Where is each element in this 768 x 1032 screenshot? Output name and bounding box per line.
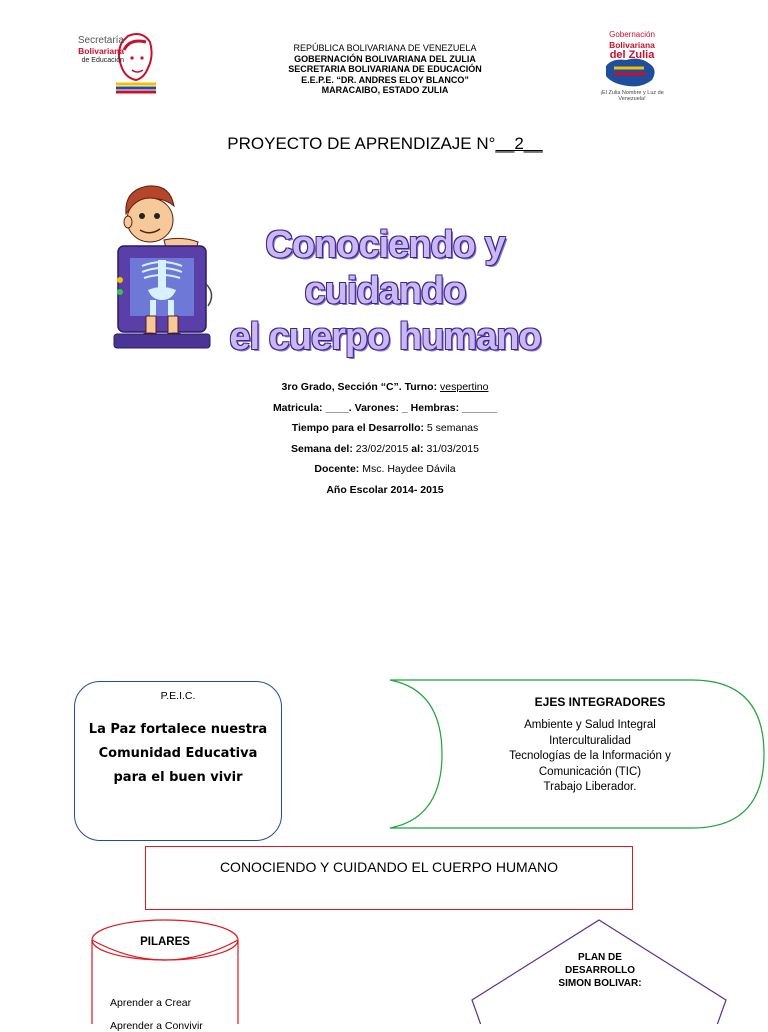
peic-body: La Paz fortalece nuestra Comunidad Educativa para el buen vivir bbox=[88, 722, 268, 785]
gobernacion-logo-text bbox=[596, 30, 668, 60]
shift-value: vespertino bbox=[440, 381, 489, 393]
header-line1: REPÚBLICA BOLIVARIANA DE VENEZUELA bbox=[293, 43, 477, 53]
week-to-label: al: bbox=[411, 442, 424, 455]
teacher-value: Msc. Haydee Dávila bbox=[362, 463, 456, 475]
peic-box bbox=[74, 681, 282, 841]
xray-boy-icon bbox=[112, 184, 220, 356]
pilares-item: Aprender a Convivir bbox=[110, 1020, 203, 1032]
ejes-item: Trabajo Liberador. bbox=[543, 781, 637, 793]
plan-line2: DESARROLLO bbox=[565, 965, 635, 976]
ejes-item: Interculturalidad bbox=[549, 734, 631, 747]
week-to: 31/03/2015 bbox=[426, 442, 479, 455]
week-line bbox=[220, 439, 550, 460]
enrollment-text: Matricula: ____. Varones: _ Hembras: ______ bbox=[272, 401, 498, 414]
project-title bbox=[150, 134, 620, 154]
time-line bbox=[220, 418, 550, 439]
plan-line1: PLAN DE bbox=[578, 952, 622, 963]
ejes-title: EJES INTEGRADORES bbox=[534, 695, 666, 709]
logo-left-line3: de Educación bbox=[81, 57, 124, 64]
header-line5: MARACAIBO, ESTADO ZULIA bbox=[321, 85, 449, 95]
plan-line3: SIMON BOLIVAR: bbox=[558, 978, 642, 989]
logo-left-line1: Secretaría bbox=[77, 35, 124, 46]
header-line3: SECRETARIA BOLIVARIANA DE EDUCACIÓN bbox=[288, 64, 482, 74]
child-xray-illustration bbox=[112, 184, 220, 356]
week-label: Semana del: bbox=[290, 442, 353, 455]
logo-right-line1: Gobernación bbox=[609, 30, 655, 39]
gobernacion-tagline: ¡El Zulia Nombre y Luz de Venezuela! bbox=[600, 90, 664, 102]
week-from: 23/02/2015 bbox=[355, 442, 409, 455]
logo-right-line2: Bolivariana bbox=[609, 40, 655, 50]
school-year-line bbox=[220, 480, 550, 501]
enrollment-line bbox=[220, 398, 550, 419]
wordart-title bbox=[205, 222, 565, 360]
wordart-line1: Conociendo y cuidando bbox=[265, 224, 505, 312]
pilares-item: Aprender a Crear bbox=[110, 997, 192, 1009]
grade-label: 3ro Grado, Sección “C”. Turno: bbox=[281, 381, 438, 393]
ejes-item: Tecnologías de la Información y Comunicación (TIC) bbox=[509, 750, 671, 778]
secretaria-logo-text bbox=[54, 36, 124, 66]
project-number: __2__ bbox=[495, 134, 543, 153]
logo-right-line3: del Zulia bbox=[609, 49, 655, 61]
school-year: Año Escolar 2014- 2015 bbox=[326, 483, 444, 496]
main-title: CONOCIENDO Y CUIDANDO EL CUERPO HUMANO bbox=[219, 859, 559, 875]
course-info bbox=[220, 377, 550, 500]
ejes-item: Ambiente y Salud Integral bbox=[524, 719, 656, 731]
teacher-label: Docente: bbox=[314, 463, 360, 475]
grade-line bbox=[220, 377, 550, 398]
header-line2: GOBERNACIÓN BOLIVARIANA DEL ZULIA bbox=[294, 53, 476, 64]
plan-title bbox=[535, 951, 665, 990]
main-title-box bbox=[145, 846, 633, 910]
ejes-list bbox=[480, 718, 700, 796]
institution-header bbox=[190, 43, 580, 96]
header-line4: E.E.P.E. “DR. ANDRES ELOY BLANCO” bbox=[301, 74, 469, 85]
project-title-prefix: PROYECTO DE APRENDIZAJE N° bbox=[227, 134, 496, 153]
pilares-title: PILARES bbox=[140, 936, 190, 948]
peic-title: P.E.I.C. bbox=[160, 690, 196, 702]
time-label: Tiempo para el Desarrollo: bbox=[291, 422, 424, 434]
wordart-line2: el cuerpo humano bbox=[229, 316, 541, 358]
teacher-line bbox=[220, 459, 550, 480]
logo-left-line2: Bolivariana bbox=[78, 46, 124, 56]
time-value: 5 semanas bbox=[426, 422, 479, 434]
